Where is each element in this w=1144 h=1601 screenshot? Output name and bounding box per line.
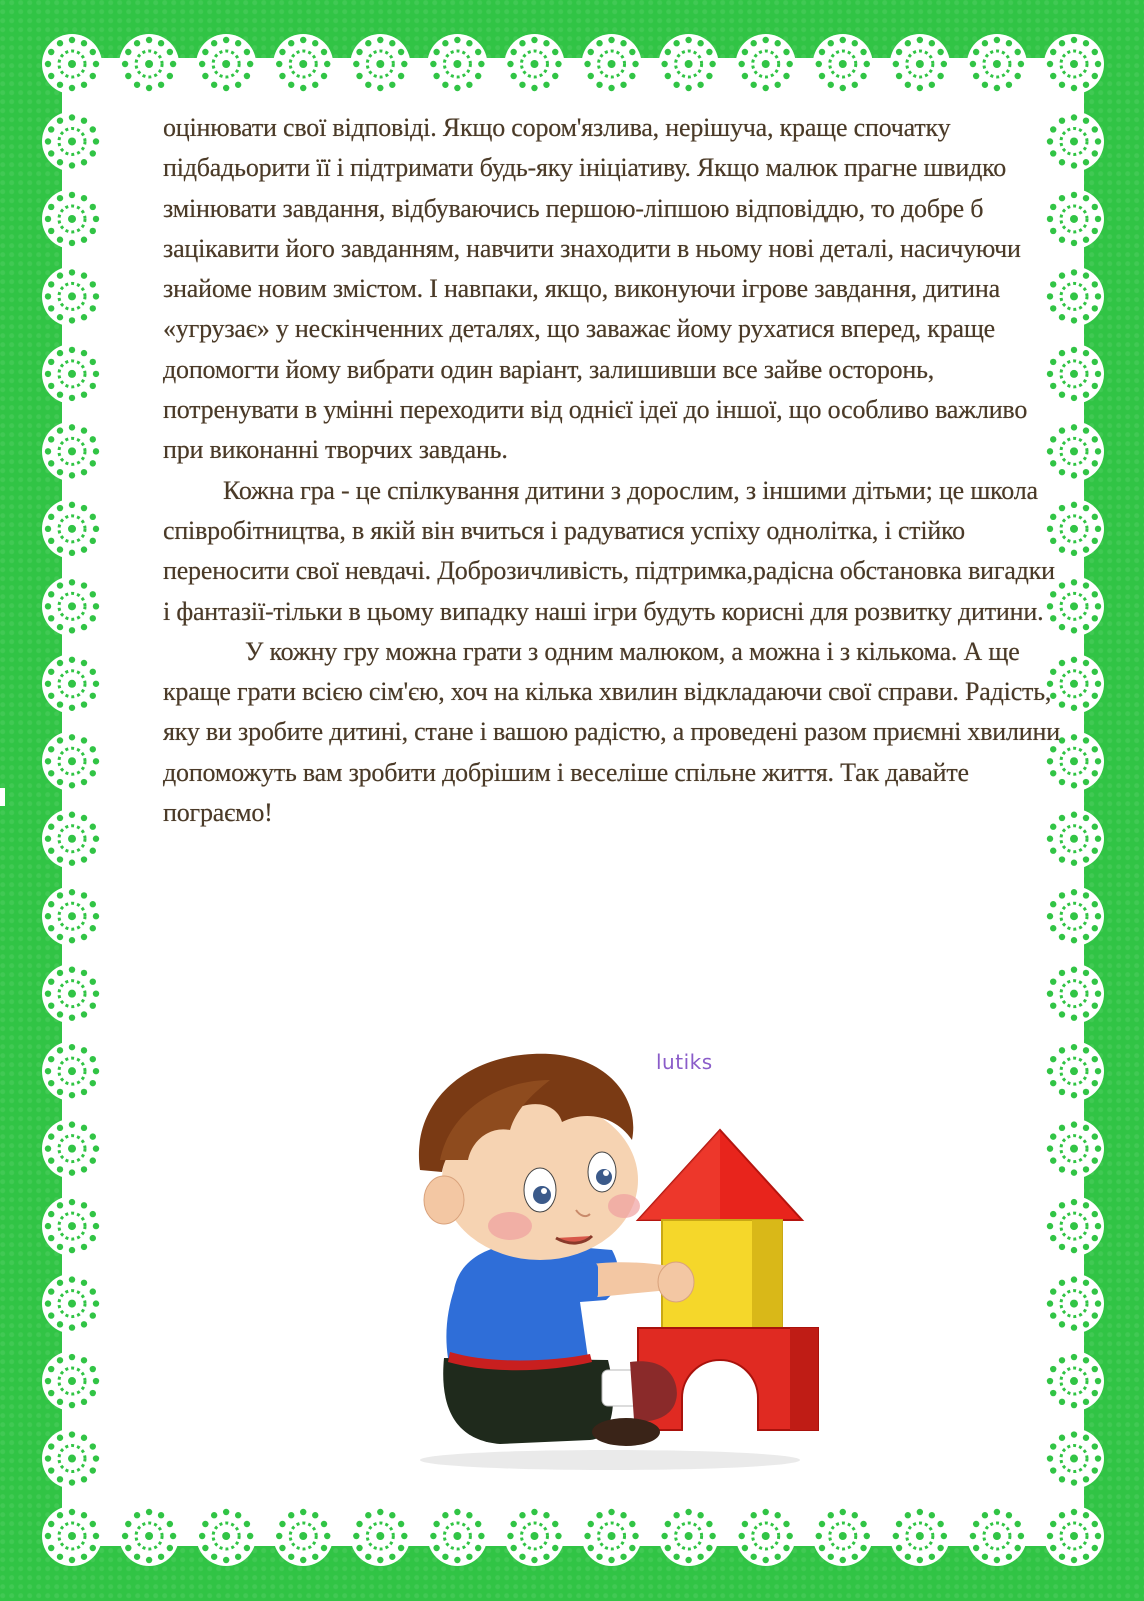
lace-rosette (42, 34, 102, 94)
paragraph-1: оцінювати свої відповіді. Якщо сором'язлива, нерішуча, краще спочатку підбадьорити її і підтримати будь-яку ініціативу. Якщо малюк прагне швидко змінювати завдання, відбуваючись першою-ліпшою відповіддю, то добре б зацікавити його завданням, навчити знаходити в ньому нові деталі, насичуючи знайоме новим змістом. І навпаки, якщо, виконуючи ігрове завдання, дитина «угрузає» у нескінченних деталях, що заважає йому рухатися вперед, краще допомогти йому вибрати один варіант, залишивши все зайве осторонь, потренувати в умінні переходити від однієї ідеї до іншої, що особливо важливо при виконанні творчих завдань. (163, 113, 1028, 465)
boy-figure-icon (419, 1054, 694, 1446)
ear (424, 1176, 464, 1224)
lace-rosette (196, 34, 256, 94)
lace-rosette (1044, 1506, 1104, 1566)
lace-rosette (42, 1351, 102, 1411)
lace-rosette (1044, 1429, 1104, 1489)
lace-rosette (736, 34, 796, 94)
lace-rosette (42, 731, 102, 791)
lace-rosette (659, 34, 719, 94)
lace-rosette (42, 266, 102, 326)
lace-rosette (42, 1196, 102, 1256)
lace-rosette (42, 189, 102, 249)
lace-rosette (42, 499, 102, 559)
lace-rosette (1044, 886, 1104, 946)
lace-rosette (42, 1119, 102, 1179)
lace-rosette (813, 34, 873, 94)
paragraph-3: У кожну гру можна грати з одним малюком, а можна і з кількома. А ще краще грати всією сім'єю, хоч на кілька хвилин відкладаючи свої справи. Радість, яку ви зробите дитині, стане і вашою радістю, а проведені разом приємні хвилини допоможуть вам зробити добрішим і веселіше спільне життя. Так давайте пограємо! (163, 636, 1060, 828)
paragraph-2: Кожна гра - це спілкування дитини з дорослим, з іншими дітьми; це школа співробітництва, в якій він вчиться і радуватися успіху однолітка, і стійко переносити свої невдачі. Доброзичливість, підтримка,радісна обстановка вигадки і фантазії-тільки в цьому випадку наші ігри будуть корисні для розвитку дитини. (163, 475, 1055, 626)
lace-rosette (42, 1041, 102, 1101)
lace-rosette (427, 1506, 487, 1566)
lace-rosette (119, 34, 179, 94)
lace-rosette (42, 421, 102, 481)
ground-shadow (420, 1450, 800, 1470)
lace-rosette (42, 654, 102, 714)
text-body (163, 108, 1063, 833)
lace-rosette (42, 111, 102, 171)
lace-rosette (42, 1274, 102, 1334)
lace-rosette (504, 1506, 564, 1566)
lace-rosette (42, 576, 102, 636)
lace-rosette (1044, 1041, 1104, 1101)
lace-rosette (1044, 964, 1104, 1024)
lace-rosette (42, 886, 102, 946)
lace-rosette (504, 34, 564, 94)
lace-rosette (273, 1506, 333, 1566)
lace-rosette (196, 1506, 256, 1566)
edge-mark (0, 788, 5, 806)
lace-rosette (1044, 1196, 1104, 1256)
hand (658, 1262, 694, 1302)
lace-rosette (967, 1506, 1027, 1566)
lace-rosette (813, 1506, 873, 1566)
lace-rosette (42, 809, 102, 869)
lace-rosette (582, 34, 642, 94)
lace-rosette (1044, 1351, 1104, 1411)
lace-rosette (890, 34, 950, 94)
shirt (446, 1243, 618, 1366)
lace-rosette (1044, 34, 1104, 94)
lace-rosette (659, 1506, 719, 1566)
lace-rosette (427, 34, 487, 94)
lace-rosette (736, 1506, 796, 1566)
lace-rosette (582, 1506, 642, 1566)
lace-rosette (350, 34, 410, 94)
lace-rosette (350, 1506, 410, 1566)
boy-with-blocks-illustration (380, 1040, 840, 1480)
lace-rosette (967, 34, 1027, 94)
artist-signature: lutiks (656, 1050, 713, 1074)
lace-rosette (890, 1506, 950, 1566)
lace-rosette (119, 1506, 179, 1566)
lace-rosette (42, 344, 102, 404)
lace-rosette (42, 964, 102, 1024)
lace-rosette (42, 1506, 102, 1566)
lace-rosette (42, 1429, 102, 1489)
lace-rosette (1044, 1274, 1104, 1334)
lace-rosette (1044, 1119, 1104, 1179)
shorts (443, 1358, 613, 1444)
lace-rosette (273, 34, 333, 94)
